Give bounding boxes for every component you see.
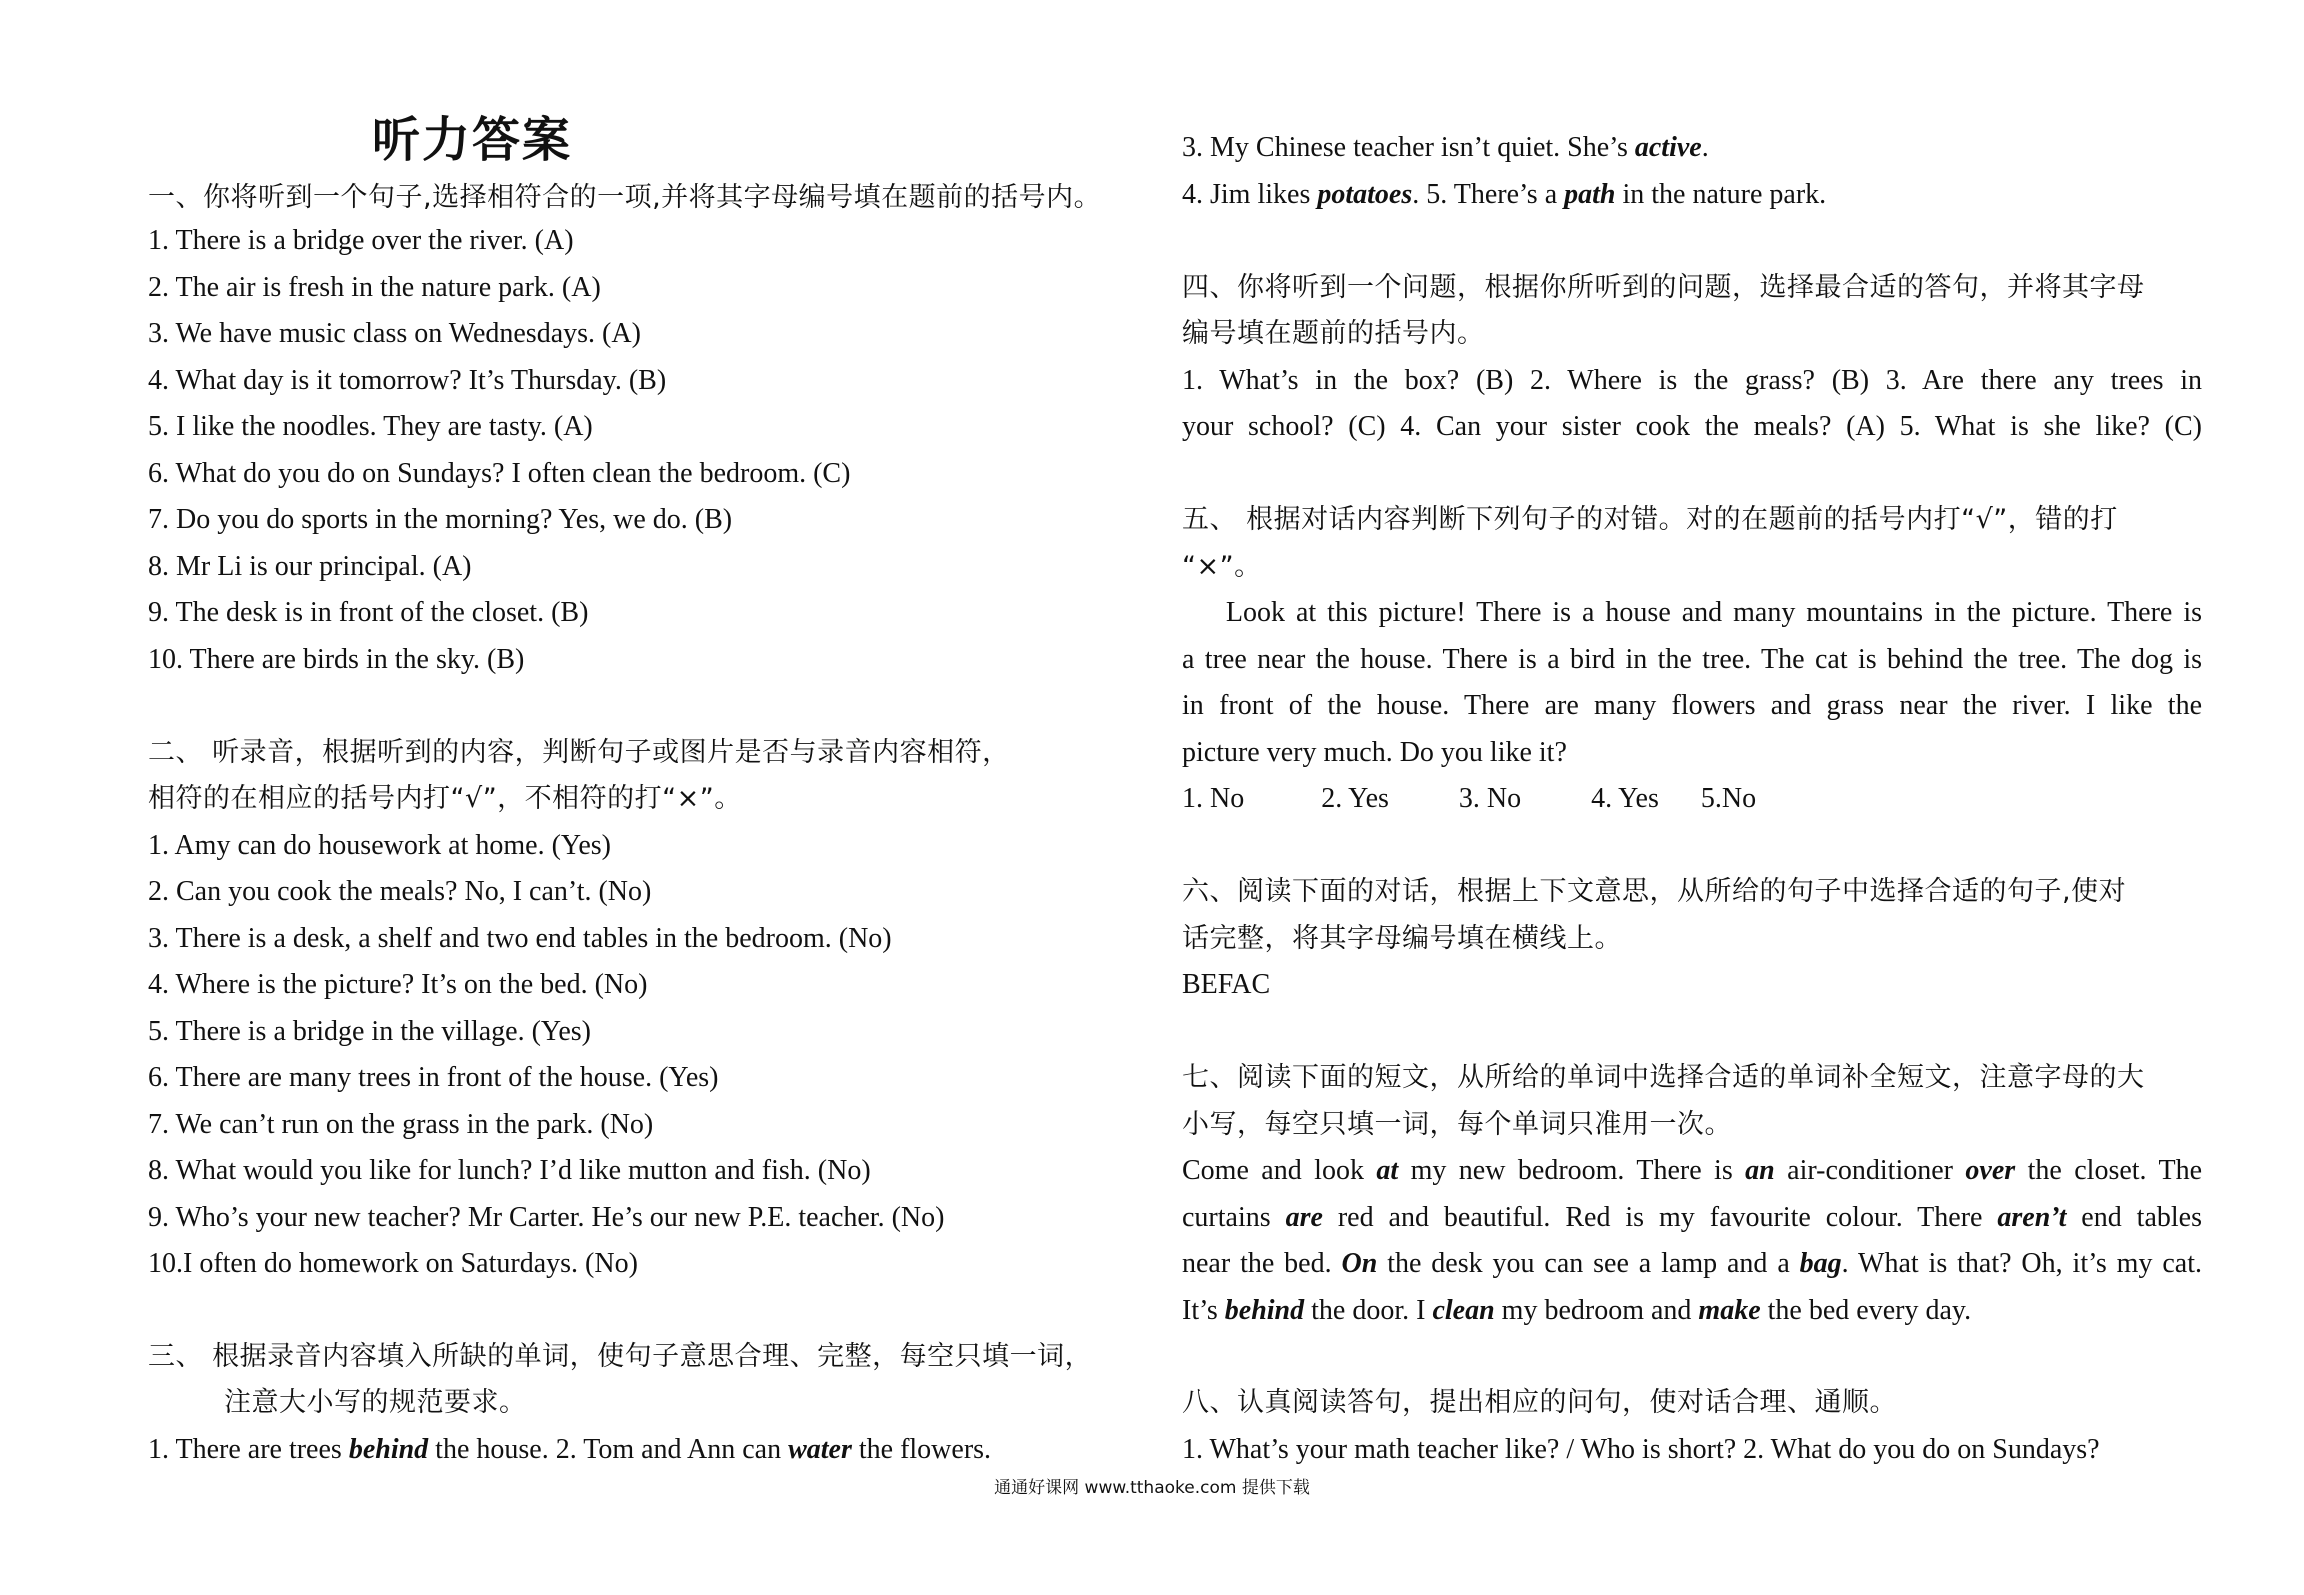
s2-item: 8. What would you like for lunch? I’d like mutton and fish. (No) <box>148 1155 871 1186</box>
answer-word: an <box>1745 1155 1775 1186</box>
answer-word: make <box>1698 1295 1761 1326</box>
s3-answer-line-2 <box>1182 125 1709 171</box>
s3-answer-line-1 <box>148 1427 991 1473</box>
text: my new bedroom. There is <box>1398 1155 1746 1186</box>
s2-item: 3. There is a desk, a shelf and two end tables in the bedroom. (No) <box>148 923 892 954</box>
s5-answers: 1. No 2. Yes 3. No 4. Yes 5.No <box>1182 783 1757 814</box>
text: 1. There are trees <box>148 1434 349 1465</box>
section-8-heading: 八、认真阅读答句，提出相应的问句，使对话合理、通顺。 <box>1182 1387 1897 1418</box>
text: the bed every day. <box>1760 1295 1972 1326</box>
s7-passage-line <box>1182 1241 2202 1287</box>
s5-passage-line: in front of the house. There are many flowers and grass near the river. I like the <box>1182 690 2202 721</box>
s6-answer: BEFAC <box>1182 969 1271 1000</box>
section-3-heading: 三、 根据录音内容填入所缺的单词，使句子意思合理、完整，每空只填一词， <box>148 1341 1093 1372</box>
text: the house. 2. Tom and Ann can <box>428 1434 789 1465</box>
s7-passage-line <box>1182 1288 1971 1334</box>
s4-answers-line-2: your school? (C) 4. Can your sister cook the meals? (A) 5. What is she like? (C) <box>1182 411 2202 442</box>
text: It’s <box>1182 1295 1225 1326</box>
s2-item: 7. We can’t run on the grass in the park. (No) <box>148 1109 654 1140</box>
text: 3. My Chinese teacher isn’t quiet. She’s <box>1182 132 1635 163</box>
text: end tables <box>2066 1202 2202 1233</box>
answer-word: behind <box>348 1434 429 1465</box>
s1-item: 7. Do you do sports in the morning? Yes, we do. (B) <box>148 504 733 535</box>
answer-word: aren’t <box>1997 1202 2067 1233</box>
answer-word: path <box>1564 179 1616 210</box>
section-2-heading-cont: 相符的在相应的括号内打“√”，不相符的打“×”。 <box>148 783 742 814</box>
s2-item: 4. Where is the picture? It’s on the bed. (No) <box>148 969 648 1000</box>
text: the flowers. <box>851 1434 992 1465</box>
text: near the bed. <box>1182 1248 1342 1279</box>
text: . 5. There’s a <box>1412 179 1565 210</box>
text: the closet. The <box>2015 1155 2202 1186</box>
s1-item: 1. There is a bridge over the river. (A) <box>148 225 574 256</box>
s7-passage-line <box>1182 1148 2202 1194</box>
text: . <box>1701 132 1709 163</box>
section-5-heading: 五、 根据对话内容判断下列句子的对错。对的在题前的括号内打“√”，错的打 <box>1182 504 2118 535</box>
answer-word: behind <box>1224 1295 1305 1326</box>
s2-item: 1. Amy can do housework at home. (Yes) <box>148 830 611 861</box>
s2-item: 10.I often do homework on Saturdays. (No) <box>148 1248 638 1279</box>
s2-item: 9. Who’s your new teacher? Mr Carter. He’s our new P.E. teacher. (No) <box>148 1202 945 1233</box>
answer-word: On <box>1341 1248 1378 1279</box>
s1-item: 2. The air is fresh in the nature park. (A) <box>148 272 601 303</box>
s3-answer-line-3 <box>1182 172 1826 218</box>
text: the desk you can see a lamp and a <box>1377 1248 1800 1279</box>
s4-answers-line-1: 1. What’s in the box? (B) 2. Where is the grass? (B) 3. Are there any trees in <box>1182 365 2202 396</box>
s5-passage-line: picture very much. Do you like it? <box>1182 737 1567 768</box>
section-6-heading-cont: 话完整，将其字母编号填在横线上。 <box>1182 923 1622 954</box>
section-7-heading: 七、阅读下面的短文，从所给的单词中选择合适的单词补全短文，注意字母的大 <box>1182 1062 2145 1093</box>
text: the door. I <box>1304 1295 1433 1326</box>
s8-answers: 1. What’s your math teacher like? / Who is short? 2. What do you do on Sundays? <box>1182 1434 2100 1465</box>
section-4-heading: 四、你将听到一个问题，根据你所听到的问题，选择最合适的答句，并将其字母 <box>1182 272 2145 303</box>
s1-item: 10. There are birds in the sky. (B) <box>148 644 525 675</box>
s1-item: 9. The desk is in front of the closet. (B) <box>148 597 589 628</box>
s1-item: 5. I like the noodles. They are tasty. (A) <box>148 411 593 442</box>
section-4-heading-cont: 编号填在题前的括号内。 <box>1182 318 1485 349</box>
text: 4. Jim likes <box>1182 179 1318 210</box>
s1-item: 4. What day is it tomorrow? It’s Thursday. (B) <box>148 365 667 396</box>
text: red and beautiful. Red is my favourite colour. There <box>1322 1202 1998 1233</box>
section-3-heading-cont: 注意大小写的规范要求。 <box>224 1387 527 1418</box>
section-1-heading: 一、你将听到一个句子,选择相符合的一项,并将其字母编号填在题前的括号内。 <box>148 182 1102 213</box>
text: Come and look <box>1182 1155 1377 1186</box>
s1-item: 8. Mr Li is our principal. (A) <box>148 551 472 582</box>
page-title: 听力答案 <box>372 112 573 168</box>
answer-word: clean <box>1432 1295 1495 1326</box>
s7-passage-line <box>1182 1195 2202 1241</box>
text: curtains <box>1182 1202 1286 1233</box>
s5-passage-line: a tree near the house. There is a bird in the tree. The cat is behind the tree. The dog is <box>1182 644 2202 675</box>
s1-item: 3. We have music class on Wednesdays. (A) <box>148 318 641 349</box>
section-7-heading-cont: 小写，每空只填一词，每个单词只准用一次。 <box>1182 1109 1732 1140</box>
page-footer: 通通好课网 www.tthaoke.com 提供下载 <box>994 1478 1310 1498</box>
text: . What is that? Oh, it’s my cat. <box>1841 1248 2202 1279</box>
s2-item: 6. There are many trees in front of the house. (Yes) <box>148 1062 719 1093</box>
s2-item: 2. Can you cook the meals? No, I can’t. (No) <box>148 876 652 907</box>
section-5-heading-cont: “×”。 <box>1182 551 1262 582</box>
s5-passage-line: Look at this picture! There is a house and many mountains in the picture. There is <box>1182 597 2202 628</box>
answer-word: water <box>788 1434 852 1465</box>
section-6-heading: 六、阅读下面的对话，根据上下文意思，从所给的句子中选择合适的句子,使对 <box>1182 876 2127 907</box>
answer-word: active <box>1634 132 1702 163</box>
section-2-heading: 二、 听录音，根据听到的内容，判断句子或图片是否与录音内容相符， <box>148 737 1010 768</box>
answer-word: at <box>1376 1155 1399 1186</box>
text: air-conditioner <box>1774 1155 1966 1186</box>
text: my bedroom and <box>1494 1295 1699 1326</box>
s2-item: 5. There is a bridge in the village. (Yes) <box>148 1016 591 1047</box>
answer-word: over <box>1965 1155 2016 1186</box>
answer-word: bag <box>1799 1248 1842 1279</box>
text: in the nature park. <box>1615 179 1827 210</box>
answer-word: are <box>1285 1202 1323 1233</box>
s1-item: 6. What do you do on Sundays? I often clean the bedroom. (C) <box>148 458 851 489</box>
answer-word: potatoes <box>1317 179 1413 210</box>
